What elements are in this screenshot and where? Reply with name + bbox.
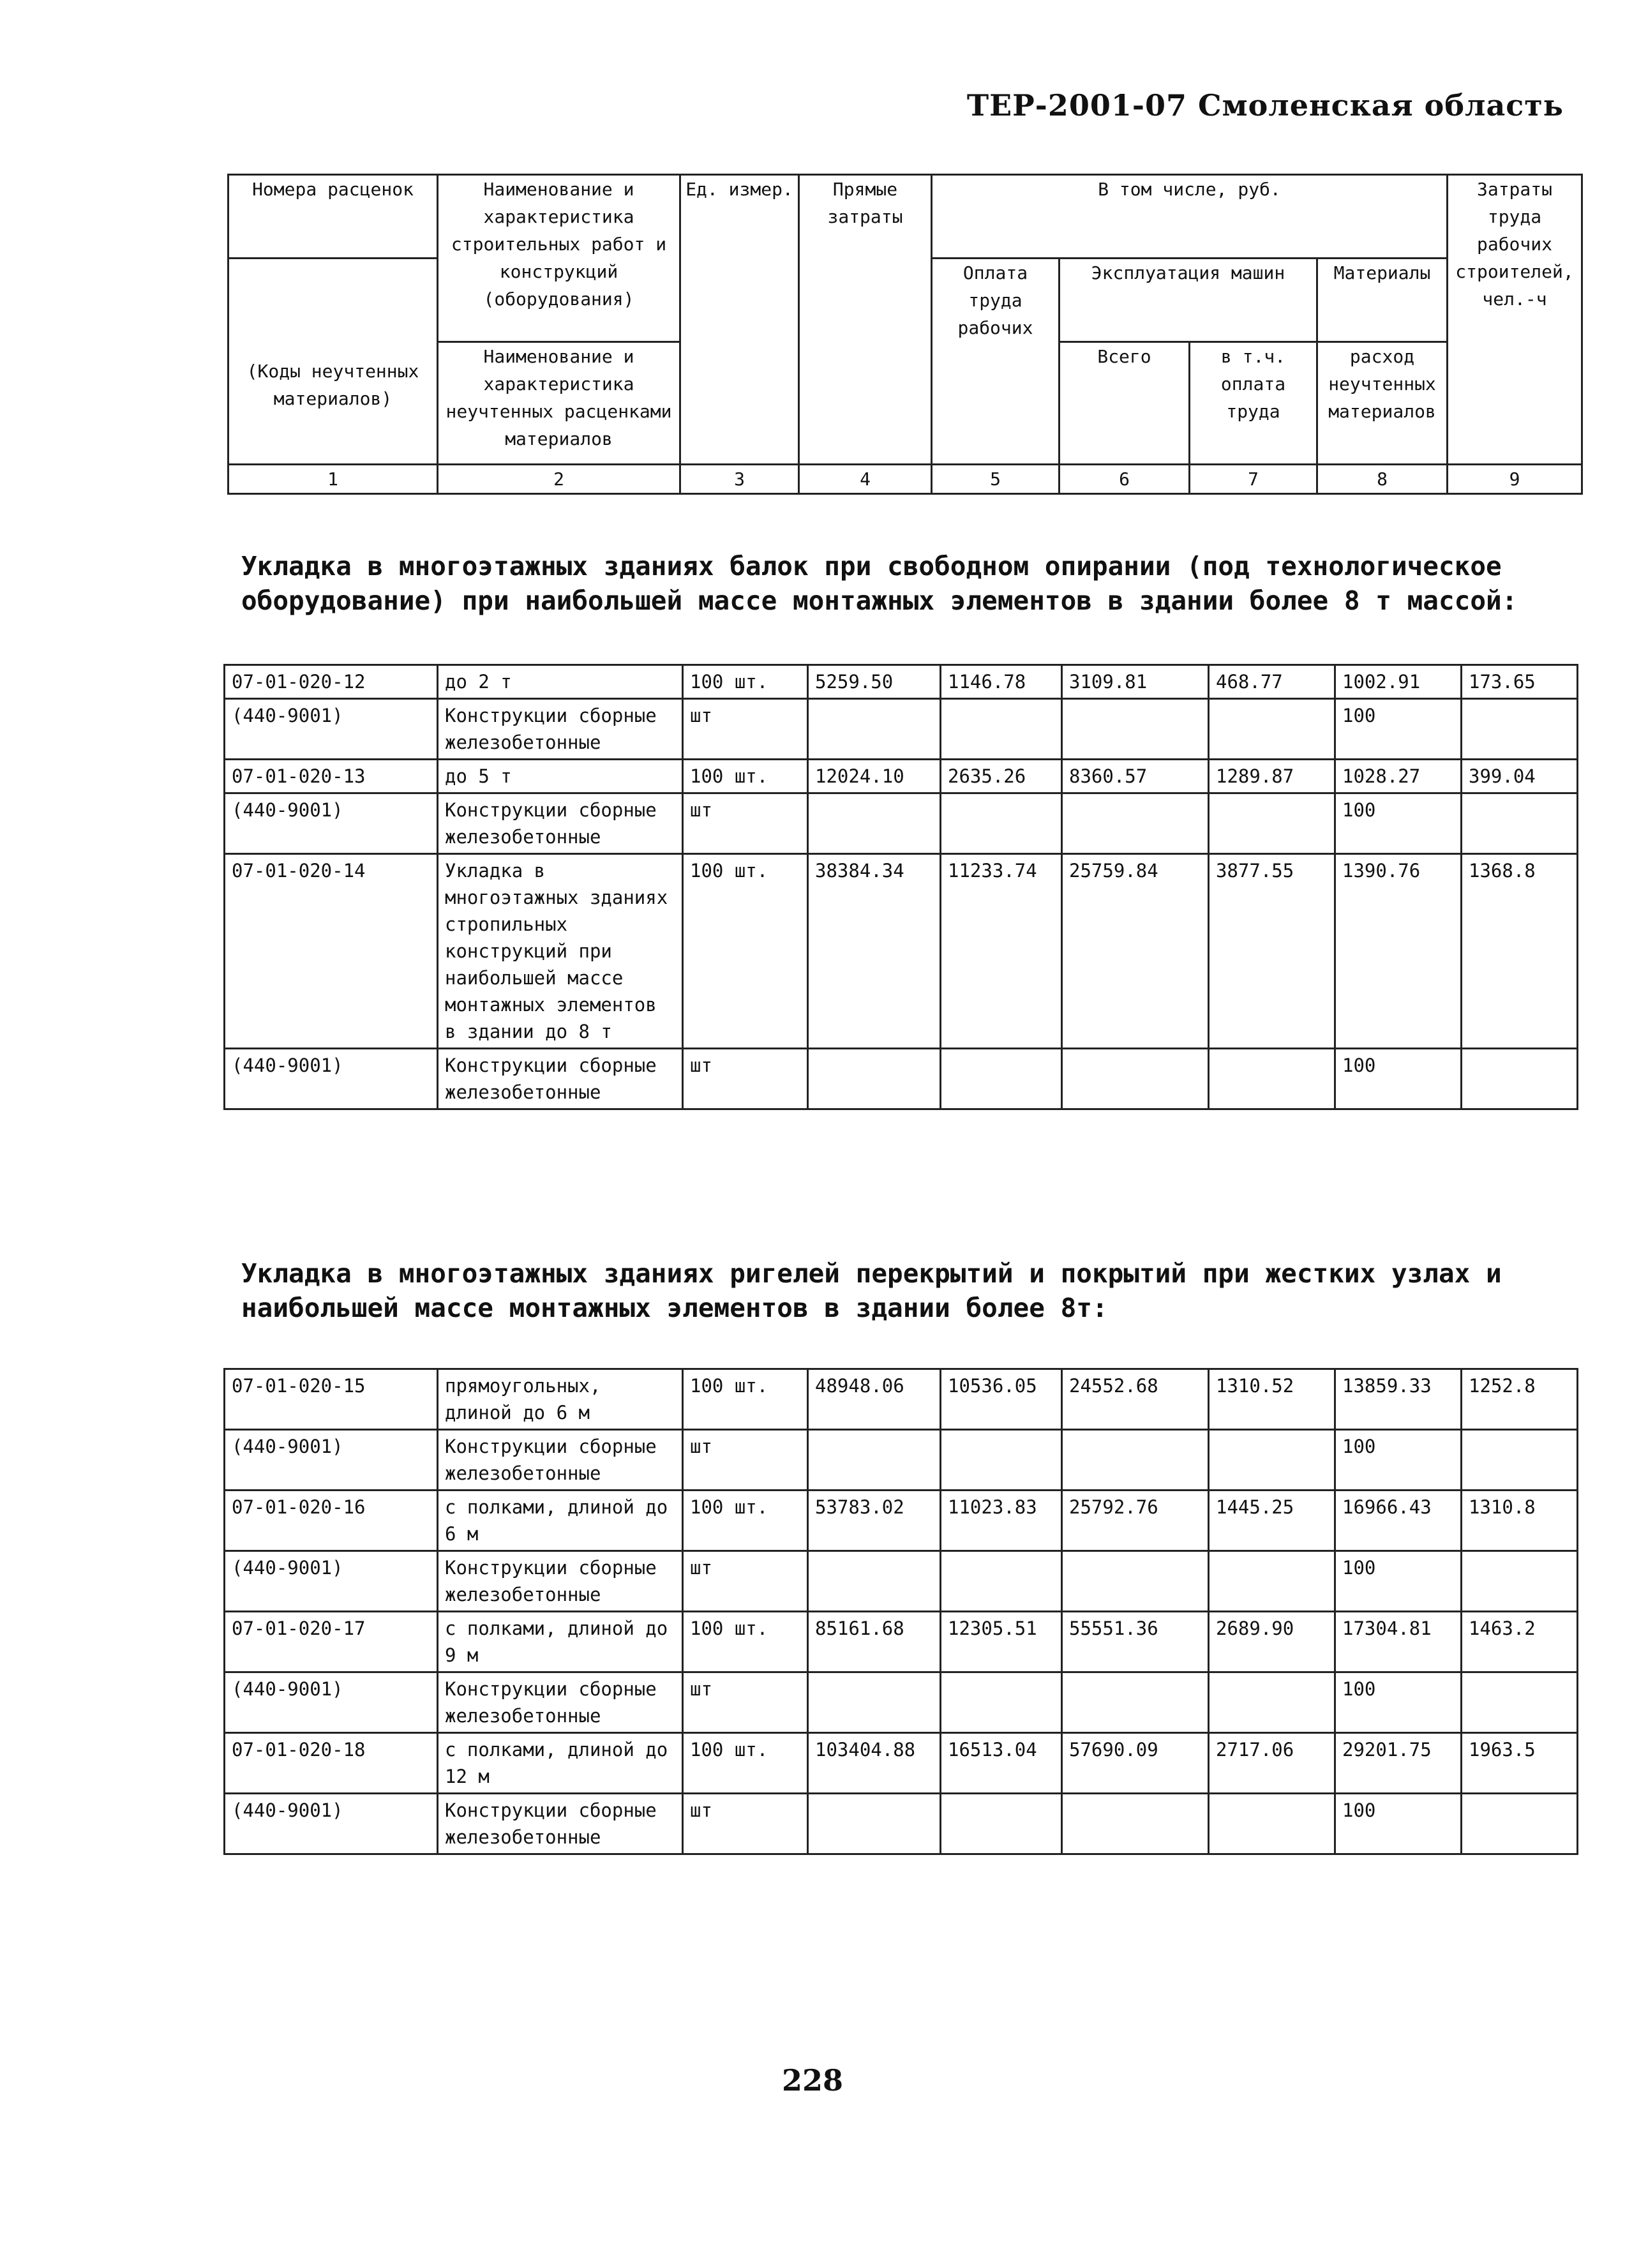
machines-labor-pay-cell: 1289.87 [1209,760,1335,793]
name-cell: Конструкции сборные железобетонные [438,699,683,760]
rate-code-cell: (440-9001) [225,1794,438,1854]
materials-cell: 100 [1335,699,1462,760]
header-machines-total: Всего [1060,342,1190,465]
machines-labor-pay-cell [1209,699,1335,760]
rate-code-cell: 07-01-020-12 [225,665,438,699]
header-material-codes [228,259,438,465]
name-cell: Конструкции сборные железобетонные [438,1430,683,1491]
machines-total-cell: 3109.81 [1062,665,1209,699]
rate-code-cell: (440-9001) [225,699,438,760]
rate-code-cell: 07-01-020-15 [225,1369,438,1430]
name-cell: Конструкции сборные железобетонные [438,1794,683,1854]
labor-pay-cell [941,1672,1062,1733]
machines-labor-pay-cell [1209,1551,1335,1612]
labor-hours-cell [1462,1551,1578,1612]
machines-total-cell: 25759.84 [1062,854,1209,1049]
direct-costs-cell: 85161.68 [808,1612,941,1672]
labor-hours-cell: 399.04 [1462,760,1578,793]
labor-pay-cell [941,1551,1062,1612]
rate-code-cell: 07-01-020-17 [225,1612,438,1672]
table-row [225,699,1578,760]
machines-total-cell: 8360.57 [1062,760,1209,793]
machines-labor-pay-cell [1209,1430,1335,1491]
machines-labor-pay-cell [1209,1672,1335,1733]
rate-code-cell: (440-9001) [225,793,438,854]
column-number: 2 [438,465,680,494]
column-number: 9 [1448,465,1582,494]
section-2-heading: Укладка в многоэтажных зданиях ригелей перекрытий и покрытий при жестких узлах и наибольшей массе монтажных элементов в здании более 8т: [241,1258,1502,1323]
labor-pay-cell: 10536.05 [941,1369,1062,1430]
materials-cell: 1028.27 [1335,760,1462,793]
materials-cell: 100 [1335,1049,1462,1109]
labor-pay-cell: 11233.74 [941,854,1062,1049]
table-row [225,760,1578,793]
column-number: 5 [932,465,1060,494]
direct-costs-cell: 48948.06 [808,1369,941,1430]
materials-cell: 1002.91 [1335,665,1462,699]
unit-cell: шт [683,699,808,760]
direct-costs-cell [808,1551,941,1612]
labor-hours-cell: 173.65 [1462,665,1578,699]
unit-cell: 100 шт. [683,1491,808,1551]
labor-pay-cell: 12305.51 [941,1612,1062,1672]
labor-pay-cell [941,1794,1062,1854]
machines-labor-pay-cell: 3877.55 [1209,854,1335,1049]
direct-costs-cell [808,1672,941,1733]
table-row [225,1672,1578,1733]
unit-cell: шт [683,1049,808,1109]
rate-code-cell: 07-01-020-13 [225,760,438,793]
labor-hours-cell [1462,1672,1578,1733]
section-2-table [223,1368,1578,1855]
table-row [225,1430,1578,1491]
materials-cell: 100 [1335,1794,1462,1854]
rate-code-cell: (440-9001) [225,1551,438,1612]
labor-hours-cell [1462,1794,1578,1854]
labor-pay-cell: 16513.04 [941,1733,1062,1794]
unit-cell: 100 шт. [683,1733,808,1794]
unit-cell: шт [683,1794,808,1854]
name-cell: Конструкции сборные железобетонные [438,1551,683,1612]
table-row [225,1551,1578,1612]
materials-cell: 16966.43 [1335,1491,1462,1551]
direct-costs-cell [808,1794,941,1854]
table-row [225,1794,1578,1854]
machines-labor-pay-cell: 2689.90 [1209,1612,1335,1672]
labor-hours-cell: 1368.8 [1462,854,1578,1049]
direct-costs-cell [808,1049,941,1109]
machines-total-cell [1062,1672,1209,1733]
labor-pay-cell [941,699,1062,760]
unit-cell: 100 шт. [683,1612,808,1672]
labor-pay-cell: 1146.78 [941,665,1062,699]
labor-hours-cell: 1310.8 [1462,1491,1578,1551]
direct-costs-cell: 103404.88 [808,1733,941,1794]
labor-hours-cell: 1252.8 [1462,1369,1578,1430]
header-unaccounted-materials-description: Наименование и характеристика неучтенных расценками материалов [438,342,680,465]
table-row [225,665,1578,699]
header-machines-labor-pay: в т.ч. оплата труда [1190,342,1317,465]
labor-hours-cell: 1963.5 [1462,1733,1578,1794]
machines-total-cell [1062,793,1209,854]
header-work-description: Наименование и характеристика строительных работ и конструкций (оборудования) [438,175,680,342]
labor-pay-cell: 2635.26 [941,760,1062,793]
labor-hours-cell [1462,699,1578,760]
table-row [225,1369,1578,1430]
labor-hours-cell [1462,1430,1578,1491]
labor-pay-cell [941,793,1062,854]
materials-cell: 100 [1335,793,1462,854]
unit-cell: 100 шт. [683,854,808,1049]
name-cell: Конструкции сборные железобетонные [438,1049,683,1109]
unit-cell: шт [683,1430,808,1491]
materials-cell: 1390.76 [1335,854,1462,1049]
machines-total-cell [1062,1794,1209,1854]
direct-costs-cell: 5259.50 [808,665,941,699]
page-number: 228 [781,2063,844,2098]
rate-code-cell: (440-9001) [225,1430,438,1491]
machines-total-cell [1062,1551,1209,1612]
machines-labor-pay-cell: 468.77 [1209,665,1335,699]
table-row [225,1612,1578,1672]
machines-labor-pay-cell [1209,1794,1335,1854]
section-1-heading: Укладка в многоэтажных зданиях балок при свободном опирании (под технологическое оборудование) при наибольшей массе монтажных элементов в здании более 8 т массой: [241,551,1518,616]
column-number: 7 [1190,465,1317,494]
direct-costs-cell: 38384.34 [808,854,941,1049]
unit-cell: 100 шт. [683,1369,808,1430]
name-cell: до 2 т [438,665,683,699]
materials-cell: 29201.75 [1335,1733,1462,1794]
unit-cell: 100 шт. [683,665,808,699]
machines-total-cell: 57690.09 [1062,1733,1209,1794]
labor-hours-cell [1462,1049,1578,1109]
name-cell: с полками, длиной до 6 м [438,1491,683,1551]
rate-code-cell: (440-9001) [225,1672,438,1733]
section-1-table [223,664,1578,1110]
header-labor-pay: Оплата труда рабочих [932,259,1060,465]
materials-cell: 100 [1335,1672,1462,1733]
column-number: 4 [799,465,932,494]
column-number: 1 [228,465,438,494]
unit-cell: шт [683,1672,808,1733]
header-material-codes-text: (Коды неучтенных материалов) [246,361,419,409]
rate-code-cell: 07-01-020-18 [225,1733,438,1794]
column-header-table [227,174,1583,495]
header-unit: Ед. измер. [680,175,799,465]
machines-total-cell: 25792.76 [1062,1491,1209,1551]
rate-code-cell: 07-01-020-14 [225,854,438,1049]
name-cell: Укладка в многоэтажных зданиях стропильных конструкций при наибольшей массе монтажных элементов в здании до 8 т [438,854,683,1049]
table-row [225,854,1578,1049]
materials-cell: 13859.33 [1335,1369,1462,1430]
document-title: ТЕР-2001-07 Смоленская область [966,88,1564,123]
header-unaccounted-materials: расход неучтенных материалов [1317,342,1448,465]
header-direct-costs: Прямые затраты [799,175,932,465]
header-machine-operation: Эксплуатация машин [1060,259,1317,342]
column-number: 3 [680,465,799,494]
header-including-rub: В том числе, руб. [932,175,1448,259]
machines-total-cell [1062,699,1209,760]
machines-labor-pay-cell [1209,793,1335,854]
column-number: 8 [1317,465,1448,494]
header-materials: Материалы [1317,259,1448,342]
labor-pay-cell: 11023.83 [941,1491,1062,1551]
direct-costs-cell [808,793,941,854]
name-cell: с полками, длиной до 12 м [438,1733,683,1794]
machines-total-cell: 55551.36 [1062,1612,1209,1672]
materials-cell: 100 [1335,1430,1462,1491]
column-number: 6 [1060,465,1190,494]
name-cell: с полками, длиной до 9 м [438,1612,683,1672]
machines-total-cell [1062,1049,1209,1109]
table-row [225,1733,1578,1794]
table-row [225,1491,1578,1551]
name-cell: Конструкции сборные железобетонные [438,793,683,854]
rate-code-cell: (440-9001) [225,1049,438,1109]
labor-hours-cell [1462,793,1578,854]
name-cell: прямоугольных, длиной до 6 м [438,1369,683,1430]
labor-pay-cell [941,1049,1062,1109]
machines-labor-pay-cell [1209,1049,1335,1109]
machines-labor-pay-cell: 1445.25 [1209,1491,1335,1551]
labor-pay-cell [941,1430,1062,1491]
header-labor-hours: Затраты труда рабочих строителей, чел.-ч [1448,175,1582,465]
unit-cell: шт [683,793,808,854]
machines-total-cell: 24552.68 [1062,1369,1209,1430]
labor-hours-cell: 1463.2 [1462,1612,1578,1672]
name-cell: до 5 т [438,760,683,793]
header-rate-numbers: Номера расценок [228,175,438,259]
table-row [225,793,1578,854]
name-cell: Конструкции сборные железобетонные [438,1672,683,1733]
direct-costs-cell: 53783.02 [808,1491,941,1551]
unit-cell: шт [683,1551,808,1612]
direct-costs-cell [808,1430,941,1491]
unit-cell: 100 шт. [683,760,808,793]
machines-labor-pay-cell: 1310.52 [1209,1369,1335,1430]
machines-total-cell [1062,1430,1209,1491]
direct-costs-cell [808,699,941,760]
table-row [225,1049,1578,1109]
materials-cell: 17304.81 [1335,1612,1462,1672]
rate-code-cell: 07-01-020-16 [225,1491,438,1551]
materials-cell: 100 [1335,1551,1462,1612]
direct-costs-cell: 12024.10 [808,760,941,793]
machines-labor-pay-cell: 2717.06 [1209,1733,1335,1794]
